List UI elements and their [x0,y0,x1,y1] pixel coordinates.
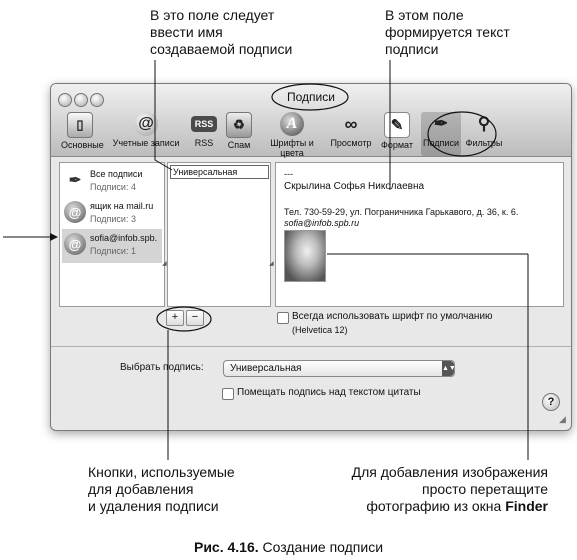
callout-line: Для добавления изображения [351,464,548,480]
at-icon: @ [64,233,86,255]
account-name: sofia@infob.spb. [90,233,158,243]
above-quote-label: Помещать подпись над текстом цитаты [237,387,421,398]
account-count: Подписи: 1 [90,246,136,256]
toolbar-label: Основные [61,140,104,150]
toolbar-label: Формат [381,140,413,150]
callout-line: В этом поле [385,7,464,23]
choose-signature-value: Универсальная [230,363,302,374]
pen-paper-icon: ✎ [384,112,410,138]
callout-line: Кнопки, используемые [88,464,235,480]
toolbar-label: Фильтры [465,138,503,148]
remove-signature-button[interactable]: − [186,310,204,326]
callout-line: формируется текст [385,24,510,40]
updown-arrow-icon: ▲▼ [442,361,454,376]
callout-line: для добавления [88,481,194,497]
signature-name-input[interactable]: Универсальная [170,165,269,179]
callout-line: создаваемой подписи [150,41,293,57]
window-title: Подписи [287,90,335,104]
font-icon: A [280,112,304,136]
trash-icon: ♻ [226,112,252,138]
default-font-note: (Helvetica 12) [292,325,348,335]
add-signature-button[interactable]: + [166,310,184,326]
callout-line: ввести имя [150,24,223,40]
toolbar-label: Просмотр [330,138,372,148]
glasses-icon: ∞ [344,113,358,134]
buttons-highlight-ellipse [157,307,211,331]
account-count: Подписи: 3 [90,214,136,224]
toolbar-label: Шрифты и цвета [270,138,314,158]
rss-icon: RSS [191,116,217,132]
signature-pen-icon: ✒ [68,172,82,189]
callout-line: подписи [385,41,439,57]
splitter-handle[interactable]: ◢ [269,261,274,267]
choose-signature-label: Выбрать подпись: [120,362,204,373]
account-name: Все подписи [90,169,143,179]
callout-line: В это поле следует [150,7,275,23]
title-highlight-ellipse [272,84,348,110]
at-icon: @ [134,112,158,136]
signature-dashes: --- [284,169,293,179]
toolbar-label: Подписи [423,138,459,148]
callout-line: и удаления подписи [88,498,219,514]
callout-bold: Finder [505,498,548,514]
callout-line-name-end [155,160,172,170]
default-font-label: Всегда использовать шрифт по умолчанию [292,311,493,322]
signature-address: Тел. 730-59-29, ул. Пограничника Гарькавого, д. 36, к. 6. [284,207,519,217]
caption-label: Рис. 4.16. [193,539,259,555]
signature-pen-icon: ✒ [433,114,449,133]
account-name: ящик на mail.ru [90,201,154,211]
splitter-handle[interactable]: ◢ [162,261,167,267]
filter-icon: ⚲ [477,114,491,133]
resize-grip-icon[interactable]: ◢ [559,414,566,424]
signature-email: sofia@infob.spb.ru [284,218,360,228]
toolbar-label: Спам [227,140,251,150]
account-count: Подписи: 4 [90,182,136,192]
callout-line: просто перетащите [422,481,548,497]
toolbar-highlight-ellipse [428,112,496,156]
help-button[interactable]: ? [542,393,560,411]
at-icon: @ [64,201,86,223]
callout-text: фотографию из окна [366,498,502,514]
pointer-arrow-icon [50,233,58,241]
switch-icon: ▯ [67,112,93,138]
caption-text: Создание подписи [258,539,384,555]
signature-person-name: Скрылина Софья Николаевна [284,181,425,192]
toolbar-label: RSS [194,138,214,148]
toolbar-label: Учетные записи [112,138,180,148]
